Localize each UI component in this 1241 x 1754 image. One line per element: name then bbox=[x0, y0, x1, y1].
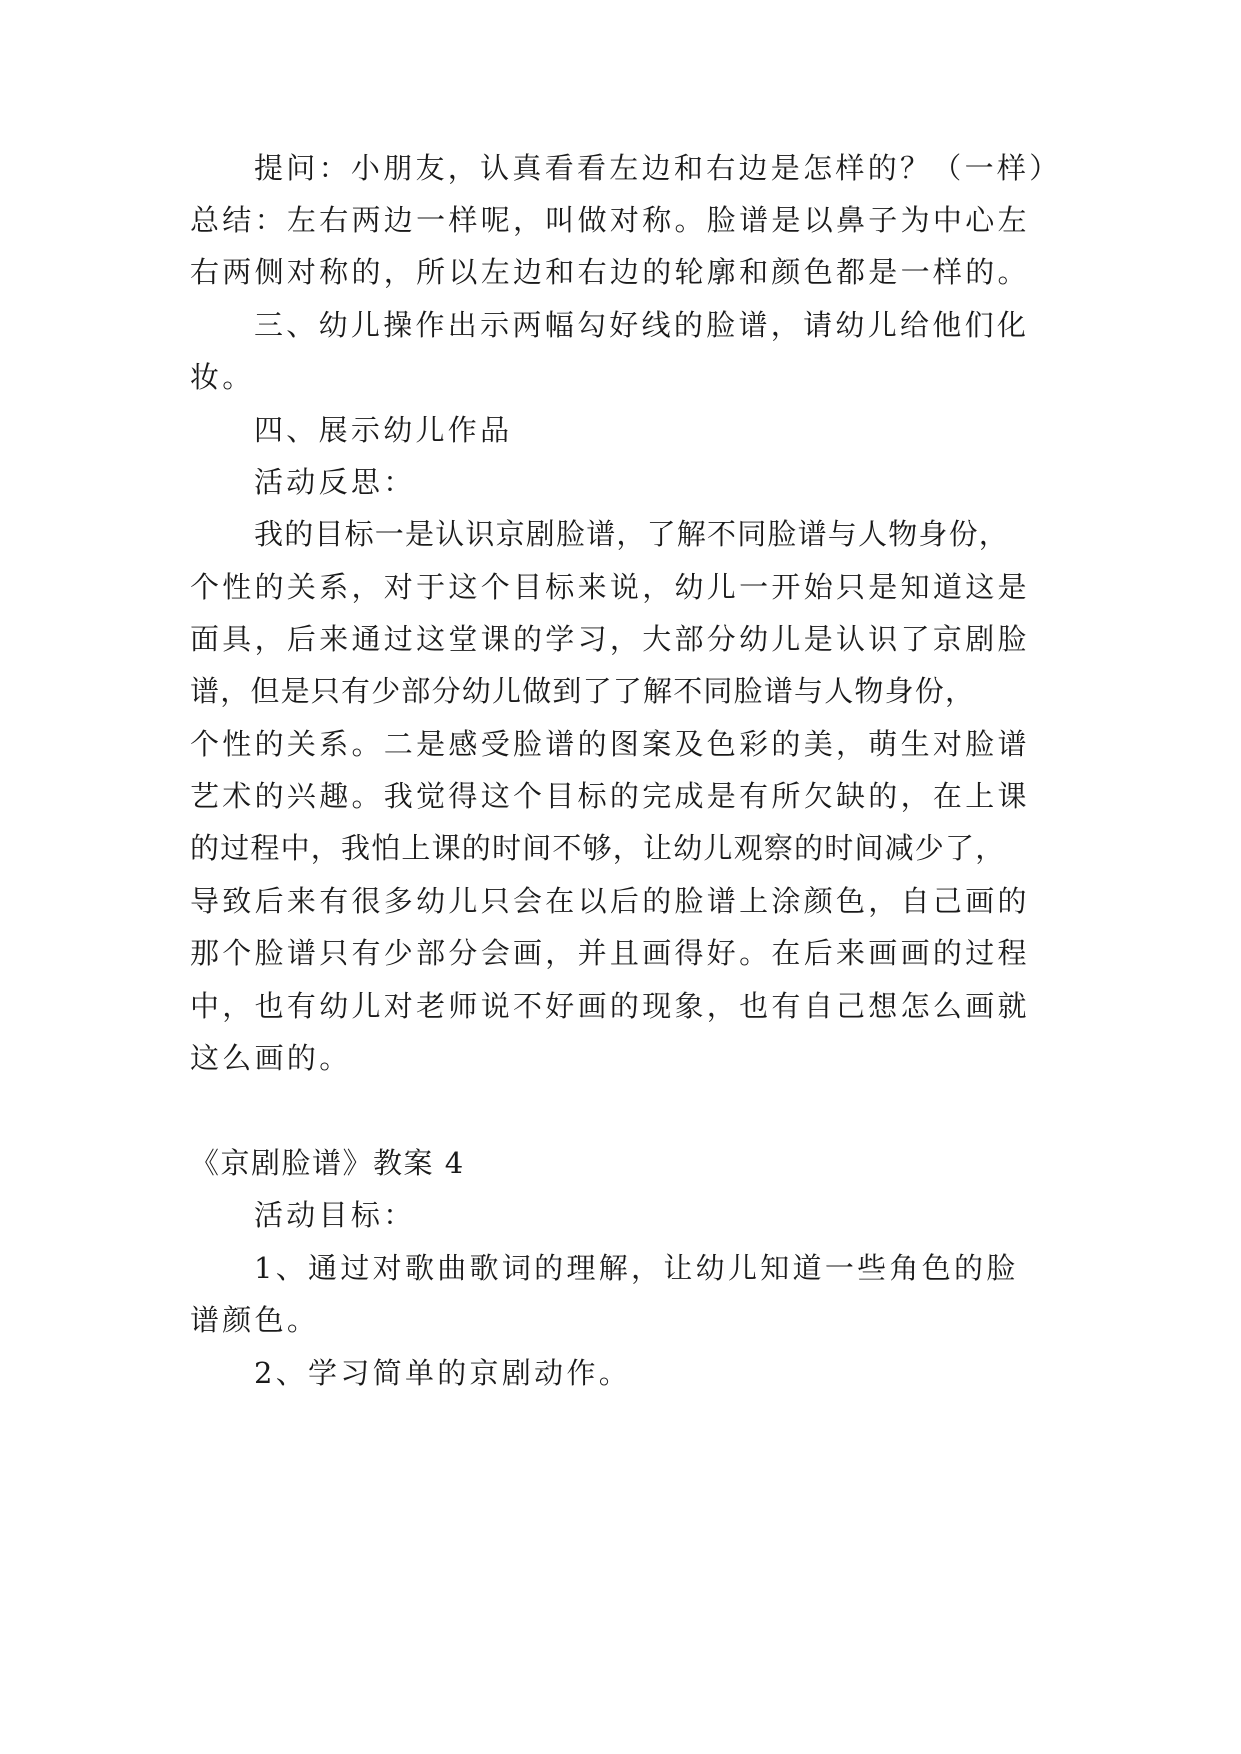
paragraph-line: 活动反思： bbox=[254, 465, 416, 499]
paragraph-line: 这么画的。 bbox=[190, 1041, 352, 1075]
paragraph-line: 谱颜色。 bbox=[190, 1303, 320, 1337]
paragraph-line: 个性的关系，对于这个目标来说，幼儿一开始只是知道这是 bbox=[190, 570, 1030, 604]
paragraph-line: 的过程中，我怕上课的时间不够，让幼儿观察的时间减少了， bbox=[190, 831, 1006, 865]
paragraph-line: 总结：左右两边一样呢，叫做对称。脸谱是以鼻子为中心左 bbox=[190, 203, 1030, 237]
paragraph-line: 1、通过对歌曲歌词的理解，让幼儿知道一些角色的脸 bbox=[254, 1251, 1019, 1285]
section-title: 《京剧脸谱》教案 4 bbox=[190, 1146, 465, 1180]
paragraph-line: 导致后来有很多幼儿只会在以后的脸谱上涂颜色，自己画的 bbox=[190, 884, 1030, 918]
paragraph-line: 艺术的兴趣。我觉得这个目标的完成是有所欠缺的，在上课 bbox=[190, 779, 1030, 813]
paragraph-line: 右两侧对称的，所以左边和右边的轮廓和颜色都是一样的。 bbox=[190, 255, 1030, 289]
paragraph-line: 妆。 bbox=[190, 360, 255, 394]
paragraph-line: 三、幼儿操作出示两幅勾好线的脸谱，请幼儿给他们化 bbox=[254, 308, 1030, 342]
paragraph-line: 我的目标一是认识京剧脸谱，了解不同脸谱与人物身份， bbox=[254, 517, 1010, 551]
paragraph-line: 四、展示幼儿作品 bbox=[254, 413, 513, 447]
paragraph-line: 谱，但是只有少部分幼儿做到了了解不同脸谱与人物身份， bbox=[190, 674, 976, 708]
paragraph-line: 那个脸谱只有少部分会画，并且画得好。在后来画画的过程 bbox=[190, 936, 1030, 970]
paragraph-line: 个性的关系。二是感受脸谱的图案及色彩的美，萌生对脸谱 bbox=[190, 727, 1030, 761]
paragraph-line: 活动目标： bbox=[254, 1198, 416, 1232]
paragraph-line: 中，也有幼儿对老师说不好画的现象，也有自己想怎么画就 bbox=[190, 989, 1030, 1023]
paragraph-line: 2、学习简单的京剧动作。 bbox=[254, 1356, 632, 1390]
paragraph-line: 面具，后来通过这堂课的学习，大部分幼儿是认识了京剧脸 bbox=[190, 622, 1030, 656]
paragraph-line: 提问：小朋友，认真看看左边和右边是怎样的？（一样） bbox=[254, 151, 1062, 185]
